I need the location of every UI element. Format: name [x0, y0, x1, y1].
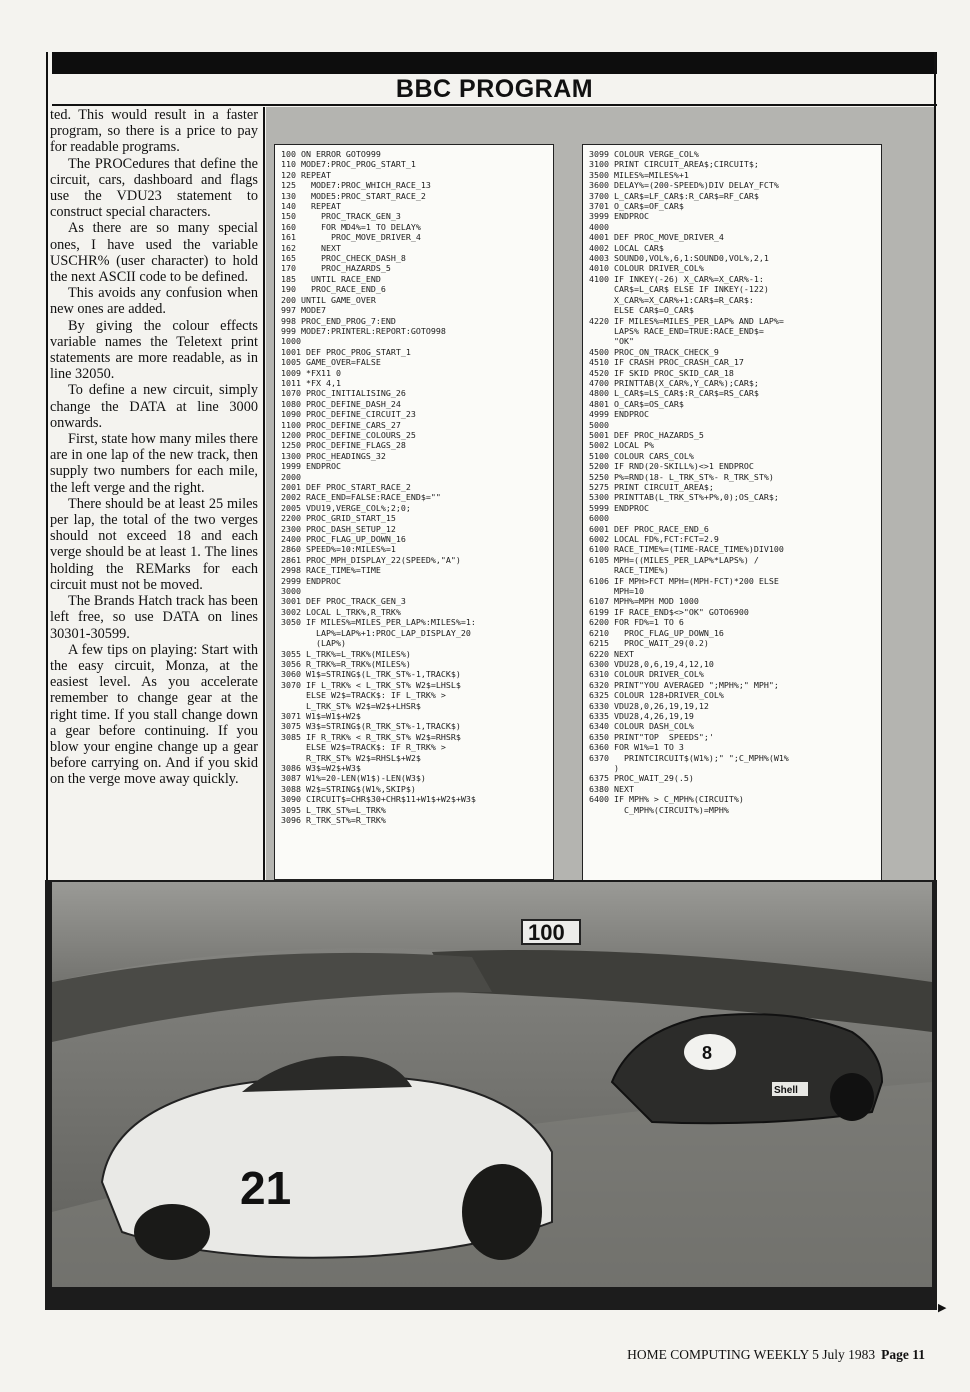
continue-arrow-icon: ▶: [938, 1302, 947, 1314]
code-line: 4100 IF INKEY(-26) X_CAR%=X_CAR%-1:: [589, 273, 764, 284]
code-line: 4220 IF MILES%=MILES_PER_LAP% AND LAP%=: [589, 315, 784, 326]
code-line: 3500 MILES%=MILES%+1: [589, 169, 689, 180]
code-line: 3075 W3$=STRING$(R_TRK_ST%-1,TRACK$): [281, 721, 461, 732]
code-line: 1009 *FX11 0: [281, 367, 341, 378]
code-line: 6105 MPH=((MILES_PER_LAP%*LAPS%) /: [589, 554, 759, 565]
code-line: 3701 O_CAR$=OF_CAR$: [589, 201, 684, 212]
code-line: 3700 L_CAR$=LF_CAR$:R_CAR$=RF_CAR$: [589, 190, 759, 201]
code-line: 125 MODE7:PROC_WHICH_RACE_13: [281, 180, 431, 191]
code-line: 2002 RACE_END=FALSE:RACE_END$="": [281, 492, 441, 503]
code-line: 6106 IF MPH>FCT MPH=(MPH-FCT)*200 ELSE: [589, 575, 779, 586]
article-paragraph: First, state how many miles there are in one lap of the new track, then supply two numbers for each mile, the left verge and the right.: [50, 431, 258, 496]
article-paragraph: The PROCedures that define the circuit, cars, dashboard and flags use the VDU23 statement to construct special characters.: [50, 155, 258, 221]
article-paragraph: By giving the colour effects variable names the Teletext print statements are more readable, as in line 32050.: [50, 317, 258, 383]
code-line: 6000: [589, 513, 609, 524]
code-line: 200 UNTIL GAME_OVER: [281, 294, 376, 305]
code-line: 6360 FOR W1%=1 TO 3: [589, 742, 684, 753]
code-line: 120 REPEAT: [281, 169, 331, 180]
code-line: 5001 DEF PROC_HAZARDS_5: [589, 429, 704, 440]
code-line: 4002 LOCAL CAR$: [589, 242, 664, 253]
code-line: 6335 VDU28,4,26,19,19: [589, 710, 694, 721]
code-line: 4999 ENDPROC: [589, 409, 649, 420]
race-photo: [52, 882, 932, 1287]
code-line: 3055 L_TRK%=L_TRK%(MILES%): [281, 648, 411, 659]
code-line: R_TRK_ST% W2$=RHSL$+W2$: [281, 752, 421, 763]
code-line: 1999 ENDPROC: [281, 461, 341, 472]
code-line: CAR$=L_CAR$ ELSE IF INKEY(-122): [589, 284, 769, 295]
header-black-bar: [52, 52, 937, 74]
article-paragraph: ted. This would result in a faster program, so there is a price to pay for readable programs.: [50, 107, 258, 156]
code-line: 5275 PRINT CIRCUIT_AREA$;: [589, 482, 714, 492]
code-line: 6380 NEXT: [589, 783, 634, 794]
code-line: 998 PROC_END_PROG_7:END: [281, 315, 396, 326]
code-line: 6215 PROC_WAIT_29(0.2): [589, 638, 709, 649]
sponsor-text: Shell: [774, 1085, 798, 1096]
code-line: 6100 RACE_TIME%=(TIME-RACE_TIME%)DIV100: [589, 544, 784, 555]
code-line: 1250 PROC_DEFINE_FLAGS_28: [281, 440, 406, 451]
code-line: ELSE W2$=TRACK$: IF L_TRK% >: [281, 690, 446, 701]
page-number: Page 11: [881, 1347, 925, 1362]
code-line: 3600 DELAY%=(200-SPEED%)DIV DELAY_FCT%: [589, 180, 779, 191]
code-line: X_CAR%=X_CAR%+1:CAR$=R_CAR$:: [589, 294, 754, 305]
code-line: 6375 PROC_WAIT_29(.5): [589, 773, 694, 784]
code-line: 6370 PRINTCIRCUIT$(W1%);" ";C_MPH%(W1%: [589, 752, 789, 763]
code-line: 5999 ENDPROC: [589, 502, 649, 513]
code-line: "OK": [589, 336, 634, 347]
distance-sign-text: 100: [528, 920, 565, 945]
code-line: 1011 *FX 4,1: [281, 377, 341, 388]
code-line: 3096 R_TRK_ST%=R_TRK%: [281, 815, 386, 825]
code-line: 5250 P%=RND(18- L_TRK_ST%- R_TRK_ST%): [589, 471, 774, 482]
code-line: 3090 CIRCUIT$=CHR$30+CHR$11+W1$+W2$+W3$: [281, 794, 476, 805]
code-line: 3087 W1%=20-LEN(W1$)-LEN(W3$): [281, 773, 426, 784]
code-line: 3001 DEF PROC_TRACK_GEN_3: [281, 596, 406, 607]
code-line: 4700 PRINTTAB(X_CAR%,Y_CAR%);CAR$;: [589, 377, 759, 388]
code-line: 5300 PRINTTAB(L_TRK_ST%+P%,0);OS_CAR$;: [589, 492, 779, 503]
code-line: 1300 PROC_HEADINGS_32: [281, 450, 386, 461]
code-line: MPH=10: [589, 586, 644, 597]
code-line: 2001 DEF PROC_START_RACE_2: [281, 482, 411, 492]
code-line: 3002 LOCAL L_TRK%,R_TRK%: [281, 606, 401, 617]
code-line: (LAP%): [281, 638, 346, 649]
code-line: 4000: [589, 221, 609, 232]
article-paragraph: As there are so many special ones, I have used the variable USCHR% (user character) to hold the next ASCII code to be defined.: [50, 220, 258, 286]
code-line: RACE_TIME%): [589, 565, 669, 576]
column-divider: [263, 107, 265, 897]
code-line: 3000: [281, 586, 301, 597]
code-line: 2999 ENDPROC: [281, 575, 341, 586]
code-line: 3099 COLOUR VERGE_COL%: [589, 149, 699, 159]
section-title: BBC PROGRAM: [395, 75, 594, 103]
publication-info: HOME COMPUTING WEEKLY 5 July 1983: [627, 1347, 876, 1362]
code-line: 6310 COLOUR DRIVER_COL%: [589, 669, 704, 680]
code-line: 6001 DEF PROC_RACE_END_6: [589, 523, 709, 534]
code-line: 6400 IF MPH% > C_MPH%(CIRCUIT%): [589, 794, 744, 805]
code-line: 170 PROC_HAZARDS_5: [281, 263, 391, 274]
code-line: 1000: [281, 336, 301, 347]
program-listing-right: [582, 144, 882, 894]
code-line: 162 NEXT: [281, 242, 341, 253]
code-line: 6002 LOCAL FD%,FCT:FCT=2.9: [589, 534, 719, 545]
code-line: 4800 L_CAR$=LS_CAR$:R_CAR$=RS_CAR$: [589, 388, 759, 399]
code-line: 4520 IF SKID PROC_SKID_CAR_18: [589, 367, 734, 378]
code-line: 3050 IF MILES%=MILES_PER_LAP%:MILES%=1:: [281, 617, 476, 628]
code-line: 3088 W2$=STRING$(W1%,SKIP$): [281, 783, 416, 794]
code-line: 6199 IF RACE_END$<>"OK" GOTO6900: [589, 606, 749, 617]
article-column: [50, 107, 258, 897]
code-line: 2861 PROC_MPH_DISPLAY_22(SPEED%,"A"): [281, 554, 461, 565]
code-line: 165 PROC_CHECK_DASH_8: [281, 253, 406, 264]
code-line: 4010 COLOUR DRIVER_COL%: [589, 263, 704, 274]
code-line: LAPS% RACE_END=TRUE:RACE_END$=: [589, 325, 764, 336]
code-line: 2998 RACE_TIME%=TIME: [281, 565, 381, 576]
code-line: 3999 ENDPROC: [589, 211, 649, 222]
code-line: 2000: [281, 471, 301, 482]
code-line: 997 MODE7: [281, 305, 326, 316]
code-line: LAP%=LAP%+1:PROC_LAP_DISPLAY_20: [281, 627, 471, 638]
car-number-right: 8: [702, 1043, 713, 1063]
code-line: 3070 IF L_TRK% < L_TRK_ST% W2$=LHSL$: [281, 679, 461, 690]
code-line: 2005 VDU19,VERGE_COL%;2;0;: [281, 502, 411, 513]
code-line: 3056 R_TRK%=R_TRK%(MILES%): [281, 658, 411, 669]
code-line: 6340 COLOUR DASH_COL%: [589, 721, 694, 732]
code-line: 4510 IF CRASH PROC_CRASH_CAR_17: [589, 357, 744, 368]
code-line: 1200 PROC_DEFINE_COLOURS_25: [281, 429, 416, 440]
code-line: 6320 PRINT"YOU AVERAGED ";MPH%;" MPH";: [589, 679, 779, 690]
code-line: 2200 PROC_GRID_START_15: [281, 513, 396, 524]
code-line: 2860 SPEED%=10:MILES%=1: [281, 544, 396, 555]
code-line: ): [589, 762, 619, 773]
code-line: 6210 PROC_FLAG_UP_DOWN_16: [589, 627, 724, 638]
code-line: 100 ON ERROR GOTO999: [281, 149, 381, 159]
code-line: 3095 L_TRK_ST%=L_TRK%: [281, 804, 386, 815]
code-line: 6330 VDU28,0,26,19,19,12: [589, 700, 709, 711]
code-line: 160 FOR MD4%=1 TO DELAY%: [281, 221, 421, 232]
article-paragraph: A few tips on playing: Start with the easy circuit, Monza, at the easiest level. As you accelerate remember to change gear at the right time. If you stall change down a gear before continuing. If you blow your engine change up a gear before carrying on. And if you skid on the verge move away quickly.: [50, 641, 258, 788]
code-line: 140 REPEAT: [281, 201, 341, 212]
code-line: 1100 PROC_DEFINE_CARS_27: [281, 419, 401, 430]
code-line: ELSE CAR$=O_CAR$: [589, 305, 694, 316]
code-line: 4801 O_CAR$=OS_CAR$: [589, 398, 684, 409]
code-line: 5100 COLOUR CARS_COL%: [589, 450, 694, 461]
code-line: 110 MODE7:PROC_PROG_START_1: [281, 159, 416, 170]
page-footer: [595, 1347, 925, 1363]
code-line: 161 PROC_MOVE_DRIVER_4: [281, 232, 421, 243]
code-line: 5002 LOCAL P%: [589, 440, 654, 451]
code-line: C_MPH%(CIRCUIT%)=MPH%: [589, 804, 729, 815]
code-line: ELSE W2$=TRACK$: IF R_TRK% >: [281, 742, 446, 753]
code-line: 1090 PROC_DEFINE_CIRCUIT_23: [281, 409, 416, 420]
program-listing-left: [274, 144, 554, 880]
code-line: 1005 GAME_OVER=FALSE: [281, 357, 381, 368]
code-line: 5200 IF RND(20-SKILL%)<>1 ENDPROC: [589, 461, 754, 472]
code-line: 3085 IF R_TRK% < R_TRK_ST% W2$=RHSR$: [281, 731, 461, 742]
code-line: 130 MODE5:PROC_START_RACE_2: [281, 190, 426, 201]
code-line: 4500 PROC_ON_TRACK_CHECK_9: [589, 346, 719, 357]
code-line: 3100 PRINT CIRCUIT_AREA$;CIRCUIT$;: [589, 159, 759, 170]
code-line: 5000: [589, 419, 609, 430]
code-line: 2300 PROC_DASH_SETUP_12: [281, 523, 396, 534]
code-line: 6325 COLOUR 128+DRIVER_COL%: [589, 690, 724, 701]
car-number-left: 21: [240, 1162, 292, 1214]
code-line: 190 PROC_RACE_END_6: [281, 284, 386, 295]
article-paragraph: This avoids any confusion when new ones are added.: [50, 285, 258, 318]
article-paragraph: To define a new circuit, simply change the DATA at line 3000 onwards.: [50, 382, 258, 431]
code-line: 2400 PROC_FLAG_UP_DOWN_16: [281, 534, 406, 545]
code-line: 3086 W3$=W2$+W3$: [281, 762, 361, 773]
code-line: 6350 PRINT"TOP SPEEDS";': [589, 731, 714, 742]
code-line: 4003 SOUND0,VOL%,6,1:SOUND0,VOL%,2,1: [589, 253, 769, 264]
code-line: 1001 DEF PROC_PROG_START_1: [281, 346, 411, 357]
code-line: 3060 W1$=STRING$(L_TRK_ST%-1,TRACK$): [281, 669, 461, 680]
code-line: 3071 W1$=W1$+W2$: [281, 710, 361, 721]
article-paragraph: There should be at least 25 miles per lap, the total of the two verges should not exceed 18 and each verge should be at least 1. The lines holding the REMarks for each circuit must not be moved.: [50, 495, 258, 593]
code-line: 185 UNTIL RACE_END: [281, 273, 381, 284]
code-line: 6107 MPH%=MPH MOD 1000: [589, 596, 699, 607]
code-line: 999 MODE7:PRINTERL:REPORT:GOTO998: [281, 325, 446, 336]
article-paragraph: The Brands Hatch track has been left free, so use DATA on lines 30301-30599.: [50, 593, 258, 642]
code-line: L_TRK_ST% W2$=W2$+LHSR$: [281, 700, 421, 711]
title-rule: [52, 104, 937, 106]
code-line: 1080 PROC_DEFINE_DASH_24: [281, 398, 401, 409]
code-line: 6220 NEXT: [589, 648, 634, 659]
code-line: 1070 PROC_INITIALISING_26: [281, 388, 406, 399]
code-line: 6200 FOR FD%=1 TO 6: [589, 617, 684, 628]
race-photo-illustration: [52, 882, 932, 1287]
code-line: 4001 DEF PROC_MOVE_DRIVER_4: [589, 232, 724, 243]
code-line: 150 PROC_TRACK_GEN_3: [281, 211, 401, 222]
code-line: 6300 VDU28,0,6,19,4,12,10: [589, 658, 714, 669]
